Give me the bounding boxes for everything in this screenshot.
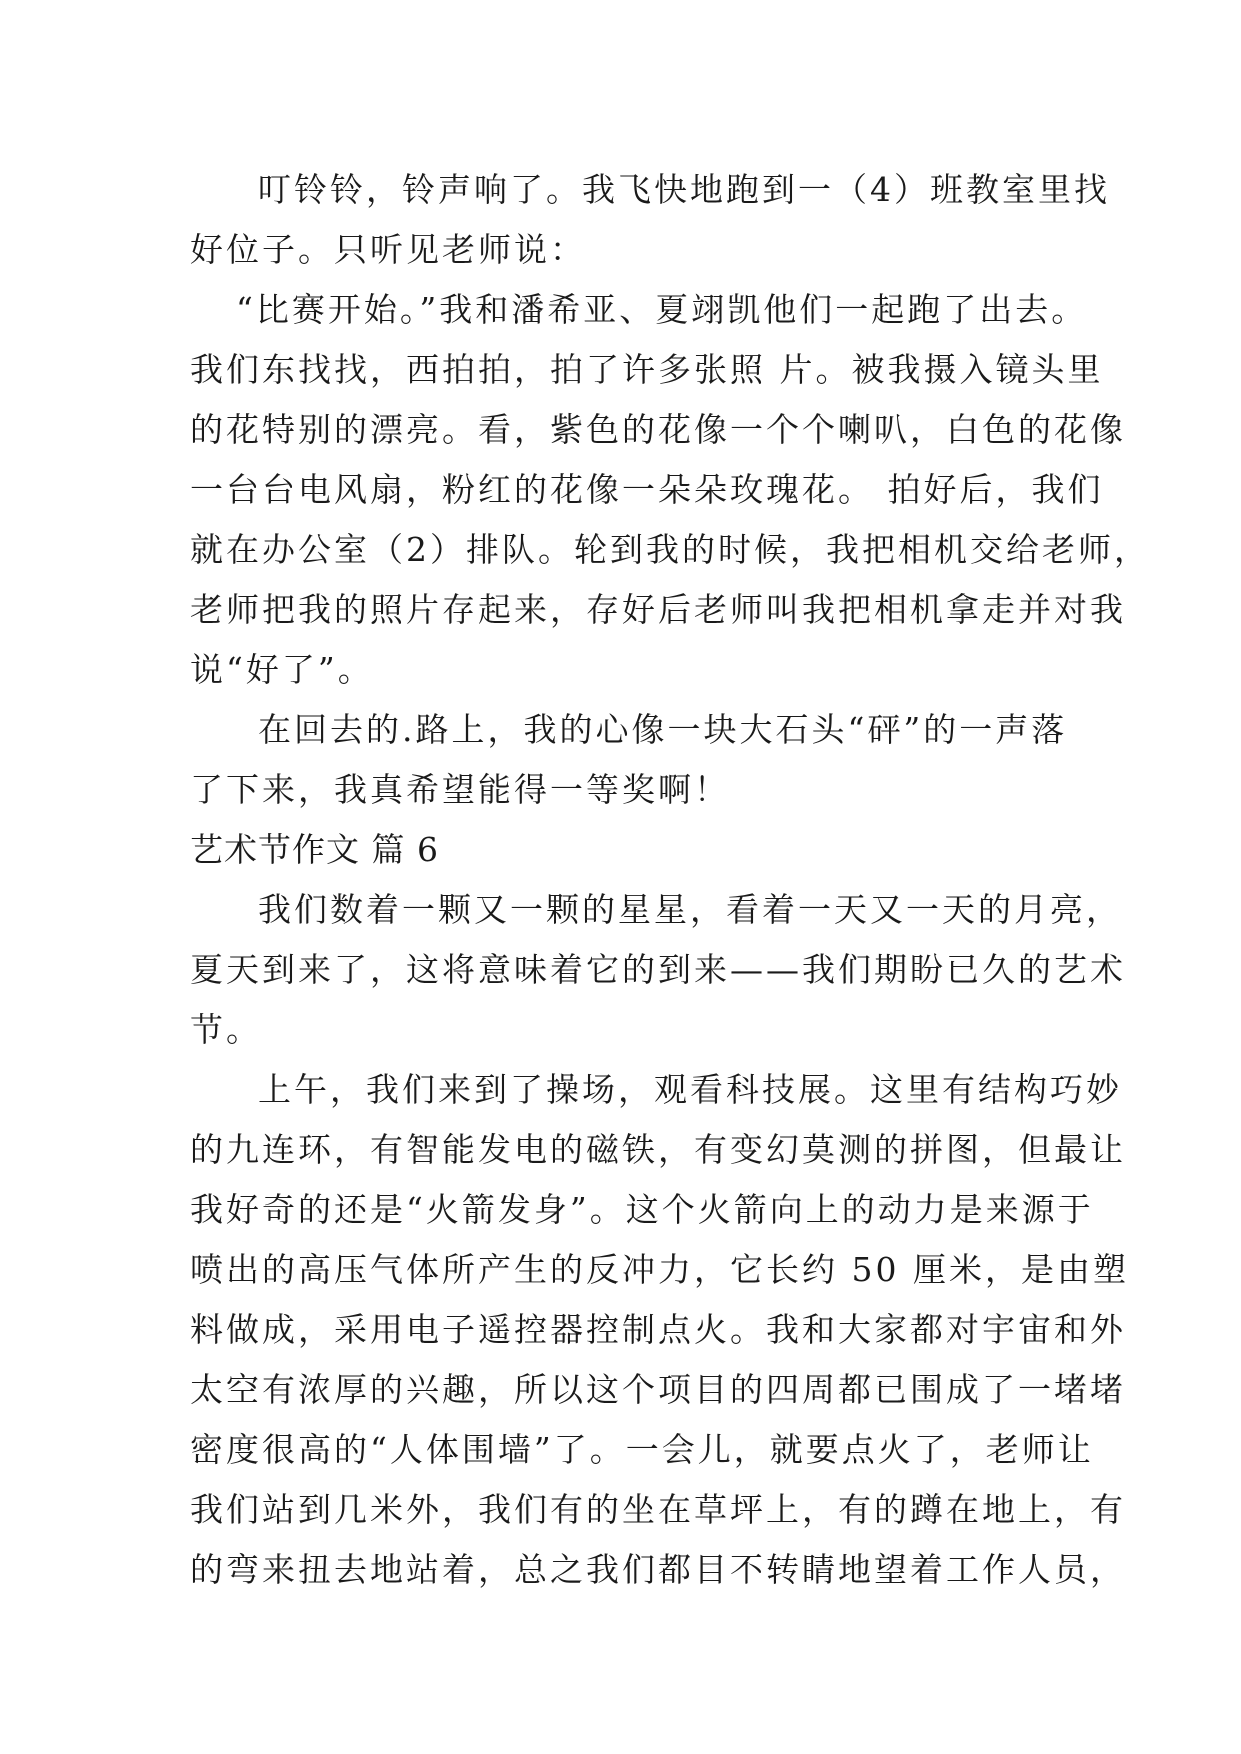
paragraph-line: 了下来，我真希望能得一等奖啊！ [190, 770, 730, 809]
section-heading: 艺术节作文 篇 6 [190, 830, 439, 869]
paragraph-line: 就在办公室（2）排队。轮到我的时候，我把相机交给老师， [190, 530, 1150, 569]
paragraph-line: 我们东找找，西拍拍，拍了许多张照 片。被我摄入镜头里 [190, 350, 1104, 389]
paragraph-line: 叮铃铃，铃声响了。我飞快地跑到一（4）班教室里找 [258, 170, 1110, 209]
paragraph-line: 我们站到几米外，我们有的坐在草坪上，有的蹲在地上，有 [190, 1490, 1126, 1529]
paragraph-line: 一台台电风扇，粉红的花像一朵朵玫瑰花。 拍好后，我们 [190, 470, 1104, 509]
paragraph-line: 密度很高的“人体围墙”了。一会儿，就要点火了，老师让 [190, 1430, 1094, 1469]
paragraph-line: 老师把我的照片存起来，存好后老师叫我把相机拿走并对我 [190, 590, 1126, 629]
paragraph-line: 我好奇的还是“火箭发身”。这个火箭向上的动力是来源于 [190, 1190, 1094, 1229]
paragraph-line: 我们数着一颗又一颗的星星，看着一天又一天的月亮， [258, 890, 1122, 929]
paragraph-line: 说“好了”。 [190, 650, 374, 689]
paragraph-line: 的九连环，有智能发电的磁铁，有变幻莫测的拼图，但最让 [190, 1130, 1126, 1169]
paragraph-line: 太空有浓厚的兴趣，所以这个项目的四周都已围成了一堵堵 [190, 1370, 1126, 1409]
paragraph-line: 夏天到来了，这将意味着它的到来——我们期盼已久的艺术 [190, 950, 1126, 989]
paragraph-line: 节。 [190, 1010, 262, 1049]
paragraph-line: 的弯来扭去地站着，总之我们都目不转睛地望着工作人员， [190, 1550, 1126, 1589]
paragraph-line: 在回去的.路上，我的心像一块大石头“砰”的一声落 [258, 710, 1068, 749]
paragraph-line: 喷出的高压气体所产生的反冲力，它长约 50 厘米，是由塑 [190, 1250, 1129, 1289]
paragraph-line: 好位子。只听见老师说： [190, 230, 586, 269]
paragraph-line: 上午，我们来到了操场，观看科技展。这里有结构巧妙 [258, 1070, 1122, 1109]
paragraph-line: “比赛开始。”我和潘希亚、夏翊凯他们一起跑了出去。 [236, 290, 1088, 329]
paragraph-line: 的花特别的漂亮。看，紫色的花像一个个喇叭，白色的花像 [190, 410, 1126, 449]
paragraph-line: 料做成，采用电子遥控器控制点火。我和大家都对宇宙和外 [190, 1310, 1126, 1349]
